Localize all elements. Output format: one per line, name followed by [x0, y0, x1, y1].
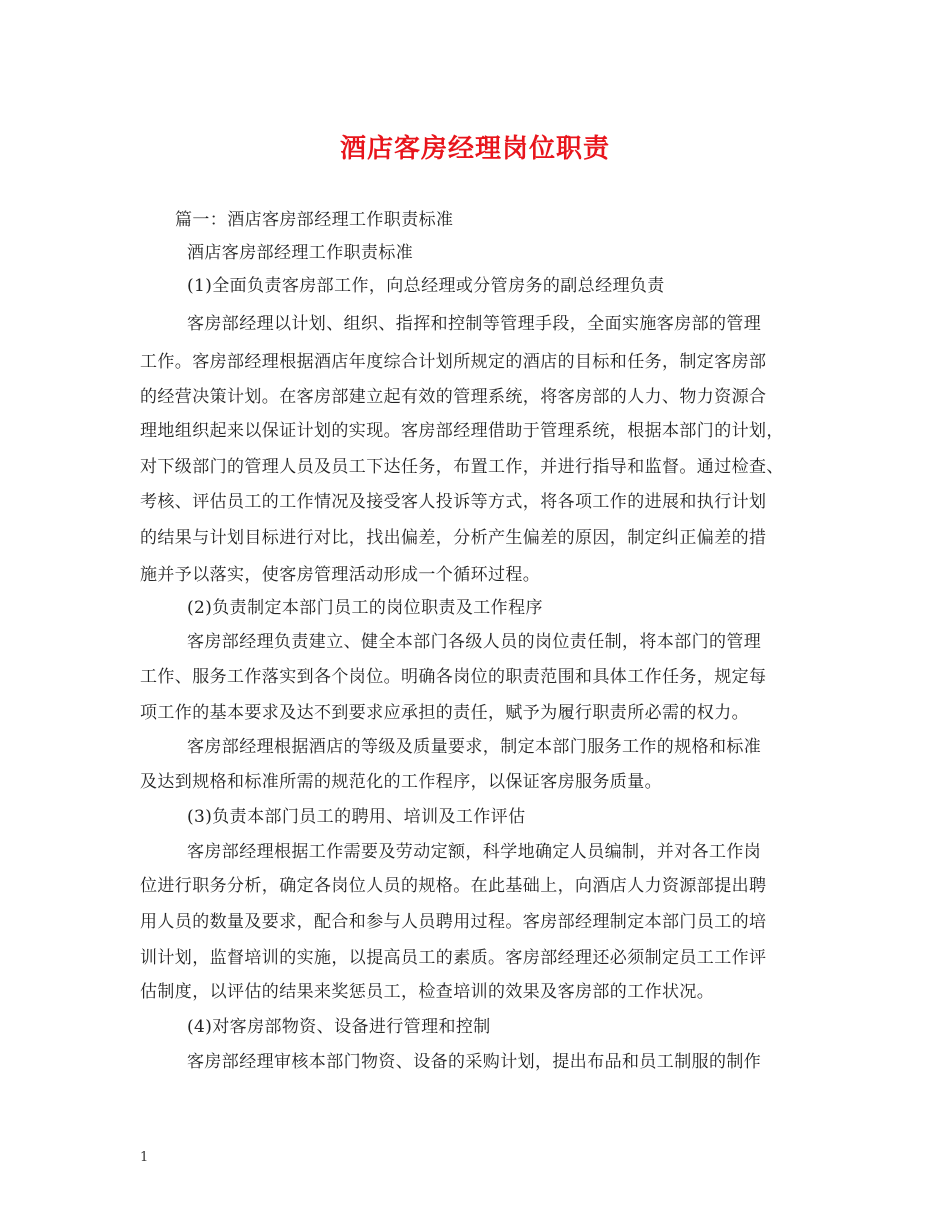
paragraph-line: 训计划，监督培训的实施，以提高员工的素质。客房部经理还必须制定员工工作评 [140, 948, 767, 968]
paragraph-line: 项工作的基本要求及达不到要求应承担的责任，赋予为履行职责所必需的权力。 [140, 703, 749, 723]
paragraph-line: 估制度，以评估的结果来奖惩员工，检查培训的效果及客房部的工作状况。 [140, 982, 715, 1002]
item-heading: (2)负责制定本部门员工的岗位职责及工作程序 [187, 598, 543, 618]
section-heading: 篇一：酒店客房部经理工作职责标准 [175, 210, 454, 230]
paragraph-line: 考核、评估员工的工作情况及接受客人投诉等方式，将各项工作的进展和执行计划 [140, 492, 767, 512]
document-title: 酒店客房经理岗位职责 [339, 134, 610, 164]
subsection-heading: 酒店客房部经理工作职责标准 [187, 243, 414, 263]
paragraph-line: 客房部经理负责建立、健全本部门各级人员的岗位责任制，将本部门的管理 [187, 632, 762, 652]
item-heading: (4)对客房部物资、设备进行管理和控制 [187, 1017, 491, 1037]
paragraph-line: 客房部经理以计划、组织、指挥和控制等管理手段，全面实施客房部的管理 [187, 314, 762, 334]
paragraph-line: 工作。客房部经理根据酒店年度综合计划所规定的酒店的目标和任务，制定客房部 [140, 352, 767, 372]
page-number: 1 [140, 1150, 149, 1165]
paragraph-line: 客房部经理根据酒店的等级及质量要求，制定本部门服务工作的规格和标准 [187, 737, 762, 757]
item-heading: (1)全面负责客房部工作，向总经理或分管房务的副总经理负责 [187, 276, 665, 296]
paragraph-line: 客房部经理根据工作需要及劳动定额，科学地确定人员编制，并对各工作岗 [187, 842, 762, 862]
paragraph-line: 理地组织起来以保证计划的实现。客房部经理借助于管理系统，根据本部门的计划， [140, 421, 784, 441]
paragraph-line: 的经营决策计划。在客房部建立起有效的管理系统，将客房部的人力、物力资源合 [140, 387, 767, 407]
item-heading: (3)负责本部门员工的聘用、培训及工作评估 [187, 807, 526, 827]
paragraph-line: 施并予以落实，使客房管理活动形成一个循环过程。 [140, 565, 541, 585]
paragraph-line: 客房部经理审核本部门物资、设备的采购计划，提出布品和员工制服的制作 [187, 1052, 762, 1072]
paragraph-line: 及达到规格和标准所需的规范化的工作程序，以保证客房服务质量。 [140, 772, 662, 792]
paragraph-line: 对下级部门的管理人员及员工下达任务，布置工作，并进行指导和监督。通过检查、 [140, 457, 784, 477]
paragraph-line: 用人员的数量及要求，配合和参与人员聘用过程。客房部经理制定本部门员工的培 [140, 912, 767, 932]
paragraph-line: 位进行职务分析，确定各岗位人员的规格。在此基础上，向酒店人力资源部提出聘 [140, 876, 767, 896]
paragraph-line: 工作、服务工作落实到各个岗位。明确各岗位的职责范围和具体工作任务，规定每 [140, 667, 767, 687]
paragraph-line: 的结果与计划目标进行对比，找出偏差，分析产生偏差的原因，制定纠正偏差的措 [140, 528, 767, 548]
